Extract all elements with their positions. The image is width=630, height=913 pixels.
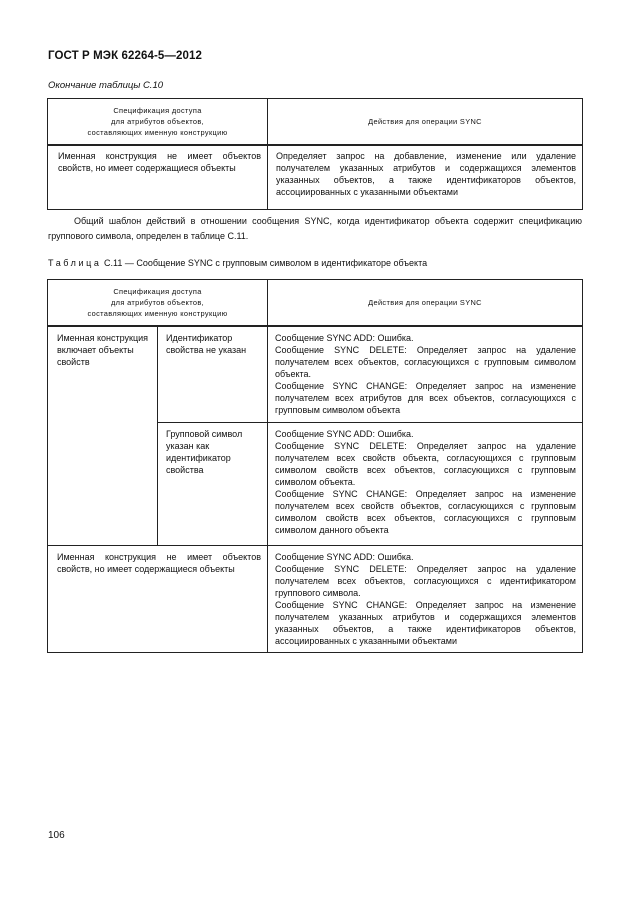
header-line: Действия для операции SYNC	[368, 117, 482, 126]
table-cell	[268, 422, 583, 545]
cell-text: Определяет запрос на добавление, изменение или удаление получателем указанных атрибутов и содержащихся элементов указанных объектов, а также идентификаторов объектов, ассоциированных с указанными объектами	[276, 151, 576, 197]
table-cell	[268, 545, 583, 652]
action-line: Сообщение SYNC CHANGE: Определяет запрос на изменение получателем всех атрибутов для всех объектов, согласующихся с групповым символом объекта	[275, 381, 576, 415]
action-line: Сообщение SYNC ADD: Ошибка.	[275, 551, 414, 562]
action-line: Сообщение SYNC ADD: Ошибка.	[275, 428, 414, 439]
cell-text: Именная конструкция не имеет объектов свойств, но имеет содержащиеся объекты	[58, 151, 261, 173]
table-cell	[158, 422, 268, 545]
table-cell	[268, 145, 583, 209]
action-line: Сообщение SYNC DELETE: Определяет запрос на удаление получателем всех объектов, согласующихся с групповым символом объекта.	[275, 345, 576, 379]
table-cell	[48, 545, 268, 652]
document-header: ГОСТ Р МЭК 62264-5—2012	[48, 50, 202, 62]
cell-text: Именная конструкция не имеет объектов свойств, но имеет содержащиеся объекты	[57, 551, 261, 574]
cell-text: Групповой символ указан как идентификатор свойства	[166, 428, 243, 475]
page-number: 106	[48, 830, 65, 841]
table-cell	[48, 145, 268, 209]
table-cell	[158, 326, 268, 422]
action-line: Сообщение SYNC CHANGE: Определяет запрос на изменение получателем указанных атрибутов и содержащихся элементов указанных объектов, а также идентификаторов объектов, ассоциированных с указанными объектами	[275, 599, 576, 646]
header-line: Спецификация доступа	[113, 287, 202, 296]
header-line: Спецификация доступа	[113, 106, 202, 115]
column-header-spec	[48, 99, 268, 146]
column-header-spec	[48, 280, 268, 327]
action-line: Сообщение SYNC DELETE: Определяет запрос на удаление получателем всех объектов, согласующихся с идентификатором группового символа.	[275, 563, 576, 598]
body-paragraph: Общий шаблон действий в отношении сообщения SYNC, когда идентификатор объекта содержит спецификацию группового символа, определен в таблице С.11.	[48, 216, 582, 241]
action-line: Сообщение SYNC CHANGE: Определяет запрос на изменение получателем всех свойств объектов, согласующихся с групповым символом свойств всех объектов, согласующихся с групповым символом данного объекта	[275, 488, 576, 535]
table-cell	[48, 326, 158, 545]
header-line: Действия для операции SYNC	[368, 298, 482, 307]
table-caption	[48, 258, 427, 268]
caption-text: С.11 — Сообщение SYNC с групповым символом в идентификаторе объекта	[101, 258, 428, 268]
table-cell	[268, 326, 583, 422]
header-line: составляющих именную конструкцию	[87, 309, 228, 318]
header-line: составляющих именную конструкцию	[87, 128, 228, 137]
action-line: Сообщение SYNC ADD: Ошибка.	[275, 333, 414, 343]
cell-text: Идентификатор свойства не указан	[166, 333, 247, 355]
table-c11	[47, 279, 583, 653]
header-line: для атрибутов объектов,	[111, 298, 204, 307]
action-line: Сообщение SYNC DELETE: Определяет запрос на удаление получателем всех свойств объекта, согласующихся с групповым символом свойств всех объектов, согласующихся с групповым символом объекта.	[275, 440, 576, 487]
caption-prefix: Таблица	[48, 258, 102, 268]
column-header-actions	[268, 99, 583, 146]
column-header-actions	[268, 280, 583, 327]
header-line: для атрибутов объектов,	[111, 117, 204, 126]
table-continuation-caption: Окончание таблицы С.10	[48, 80, 164, 91]
cell-text: Именная конструкция включает объекты свойств	[57, 333, 149, 367]
table-c10-end	[47, 98, 583, 210]
